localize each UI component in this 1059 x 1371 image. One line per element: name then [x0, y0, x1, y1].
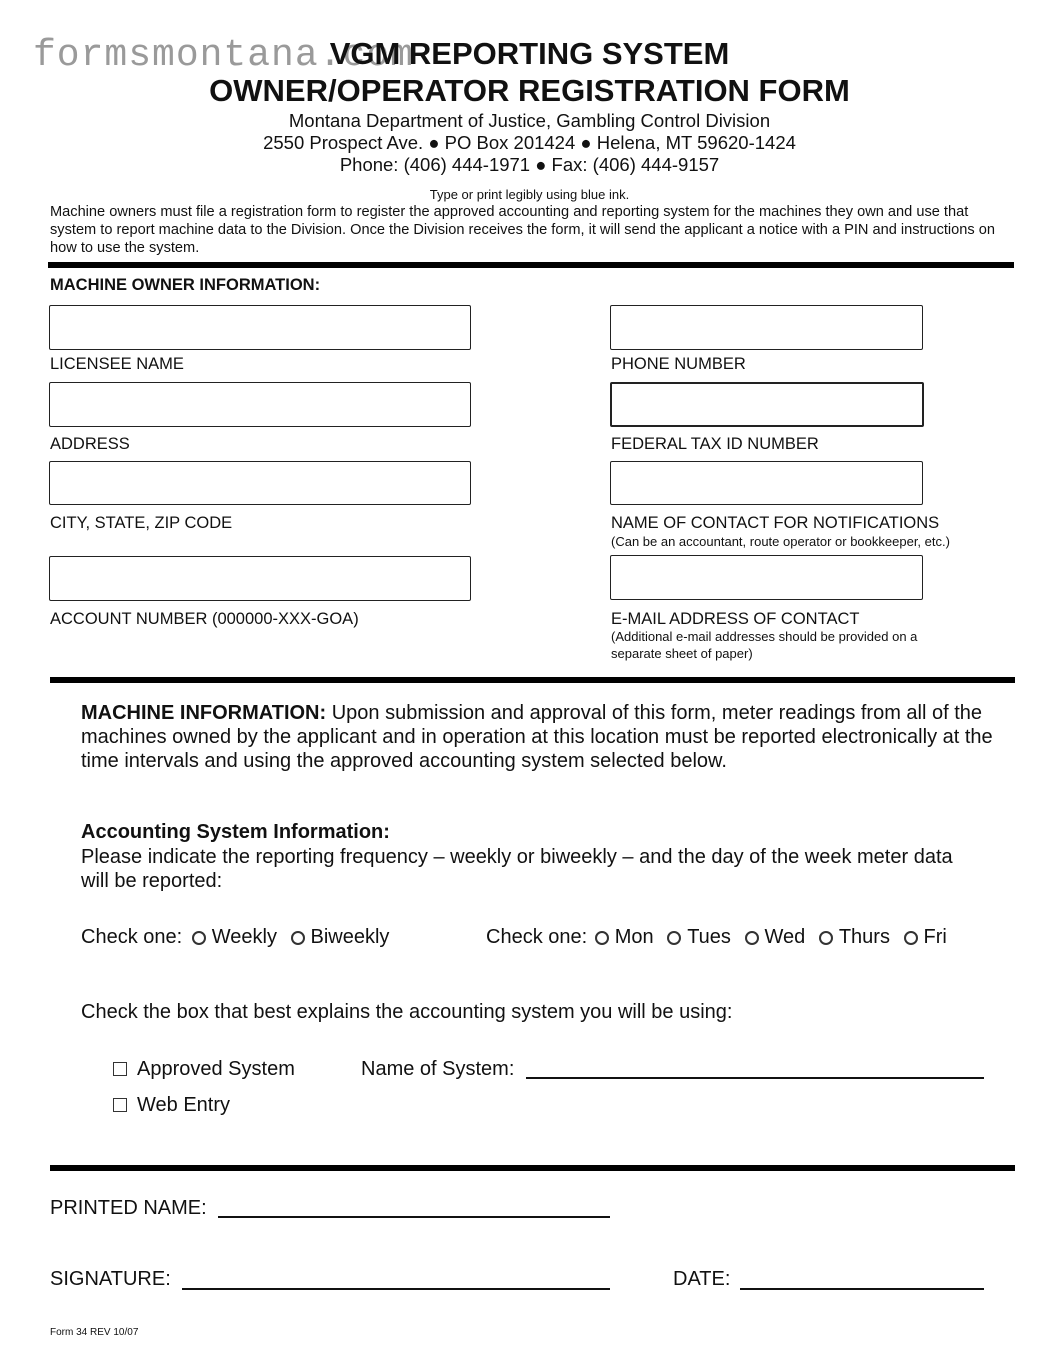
contact-email-hint-2: separate sheet of paper)	[611, 646, 753, 661]
department-name: Montana Department of Justice, Gambling Control Division	[288, 110, 771, 131]
frequency-option-weekly[interactable]	[192, 925, 277, 949]
machine-info-heading: MACHINE INFORMATION:	[81, 702, 327, 724]
frequency-label: Check one:	[81, 926, 183, 948]
day-option-wed[interactable]	[745, 925, 806, 949]
system-option-approved[interactable]	[113, 1057, 295, 1081]
account-number-label: ACCOUNT NUMBER (000000-XXX-GOA)	[50, 610, 359, 628]
day-option-thurs[interactable]	[819, 925, 890, 949]
section-divider	[48, 262, 1014, 268]
frequency-option-label: Biweekly	[310, 926, 390, 948]
machine-info-paragraph	[81, 701, 1001, 773]
signature-line[interactable]	[182, 1288, 610, 1290]
day-option-label: Tues	[687, 926, 731, 948]
contact-email-label: E-MAIL ADDRESS OF CONTACT	[611, 610, 860, 628]
form-title-line1: VGM REPORTING SYSTEM	[329, 36, 730, 71]
department-phone-fax: Phone: (406) 444-1971 ● Fax: (406) 444-9157	[339, 154, 720, 175]
printed-name-line[interactable]	[218, 1216, 610, 1218]
date-label: DATE:	[673, 1268, 731, 1290]
intro-paragraph: Machine owners must file a registration form to register the approved accounting and reporting system for the machines they own and use that system to report machine data to the Division. Once the Division receives the form, it will send the applicant a notice with a PIN and instructions on how to use the system.	[50, 204, 995, 256]
radio-icon[interactable]	[291, 931, 305, 945]
owner-section-heading: MACHINE OWNER INFORMATION:	[50, 276, 321, 294]
frequency-option-biweekly[interactable]	[291, 925, 390, 949]
contact-name-field[interactable]	[610, 461, 923, 505]
day-option-fri[interactable]	[904, 925, 947, 949]
day-option-label: Fri	[923, 926, 947, 948]
checkbox-icon[interactable]	[113, 1098, 127, 1112]
licensee-name-field[interactable]	[49, 305, 471, 350]
form-title-line2: OWNER/OPERATOR REGISTRATION FORM	[209, 73, 850, 108]
system-prompt: Check the box that best explains the accounting system you will be using:	[81, 1001, 733, 1023]
day-option-label: Wed	[764, 926, 806, 948]
frequency-group	[81, 925, 397, 949]
system-option-label: Web Entry	[137, 1094, 230, 1116]
machine-info-text: Upon submission and approval of this form, meter readings from all of the machines owned by the applicant and in operation at this location must be reported electronically at the time intervals and using the approved accounting system selected below.	[81, 702, 993, 772]
phone-number-label: PHONE NUMBER	[611, 355, 746, 373]
system-option-web-entry[interactable]	[113, 1093, 230, 1117]
licensee-name-label: LICENSEE NAME	[50, 355, 184, 373]
signature-label: SIGNATURE:	[50, 1268, 171, 1290]
day-option-label: Mon	[614, 926, 654, 948]
radio-icon[interactable]	[904, 931, 918, 945]
checkbox-icon[interactable]	[113, 1062, 127, 1076]
federal-tax-id-label: FEDERAL TAX ID NUMBER	[611, 435, 819, 453]
name-of-system-line[interactable]	[526, 1077, 984, 1079]
radio-icon[interactable]	[667, 931, 681, 945]
date-line[interactable]	[740, 1288, 984, 1290]
ink-note: Type or print legibly using blue ink.	[429, 187, 630, 202]
department-address: 2550 Prospect Ave. ● PO Box 201424 ● Helena, MT 59620-1424	[263, 132, 796, 153]
address-field[interactable]	[49, 382, 471, 427]
form-id: Form 34 REV 10/07	[50, 1327, 139, 1338]
name-of-system-label: Name of System:	[361, 1058, 515, 1080]
frequency-option-label: Weekly	[211, 926, 277, 948]
day-option-label: Thurs	[838, 926, 890, 948]
day-label: Check one:	[486, 926, 588, 948]
radio-icon[interactable]	[595, 931, 609, 945]
day-option-mon[interactable]	[595, 925, 654, 949]
contact-name-hint: (Can be an accountant, route operator or bookkeeper, etc.)	[611, 534, 950, 549]
section-divider	[50, 1165, 1015, 1171]
contact-email-hint-1: (Additional e-mail addresses should be provided on a	[611, 629, 918, 644]
radio-icon[interactable]	[819, 931, 833, 945]
accounting-heading: Accounting System Information:	[81, 821, 390, 843]
contact-email-field[interactable]	[610, 555, 923, 600]
watermark: formsmontana.com	[33, 34, 414, 77]
accounting-text: Please indicate the reporting frequency – weekly or biweekly – and the day of the week meter data will be reported:	[81, 846, 953, 892]
account-number-field[interactable]	[49, 556, 471, 601]
address-label: ADDRESS	[50, 435, 130, 453]
radio-icon[interactable]	[745, 931, 759, 945]
section-divider	[50, 677, 1015, 683]
day-group	[486, 925, 955, 949]
printed-name-label: PRINTED NAME:	[50, 1197, 207, 1219]
city-state-zip-field[interactable]	[49, 461, 471, 505]
federal-tax-id-field[interactable]	[610, 382, 924, 427]
phone-number-field[interactable]	[610, 305, 923, 350]
radio-icon[interactable]	[192, 931, 206, 945]
day-option-tues[interactable]	[667, 925, 731, 949]
contact-name-label: NAME OF CONTACT FOR NOTIFICATIONS	[611, 514, 940, 532]
city-state-zip-label: CITY, STATE, ZIP CODE	[50, 514, 233, 532]
system-option-label: Approved System	[137, 1058, 295, 1080]
